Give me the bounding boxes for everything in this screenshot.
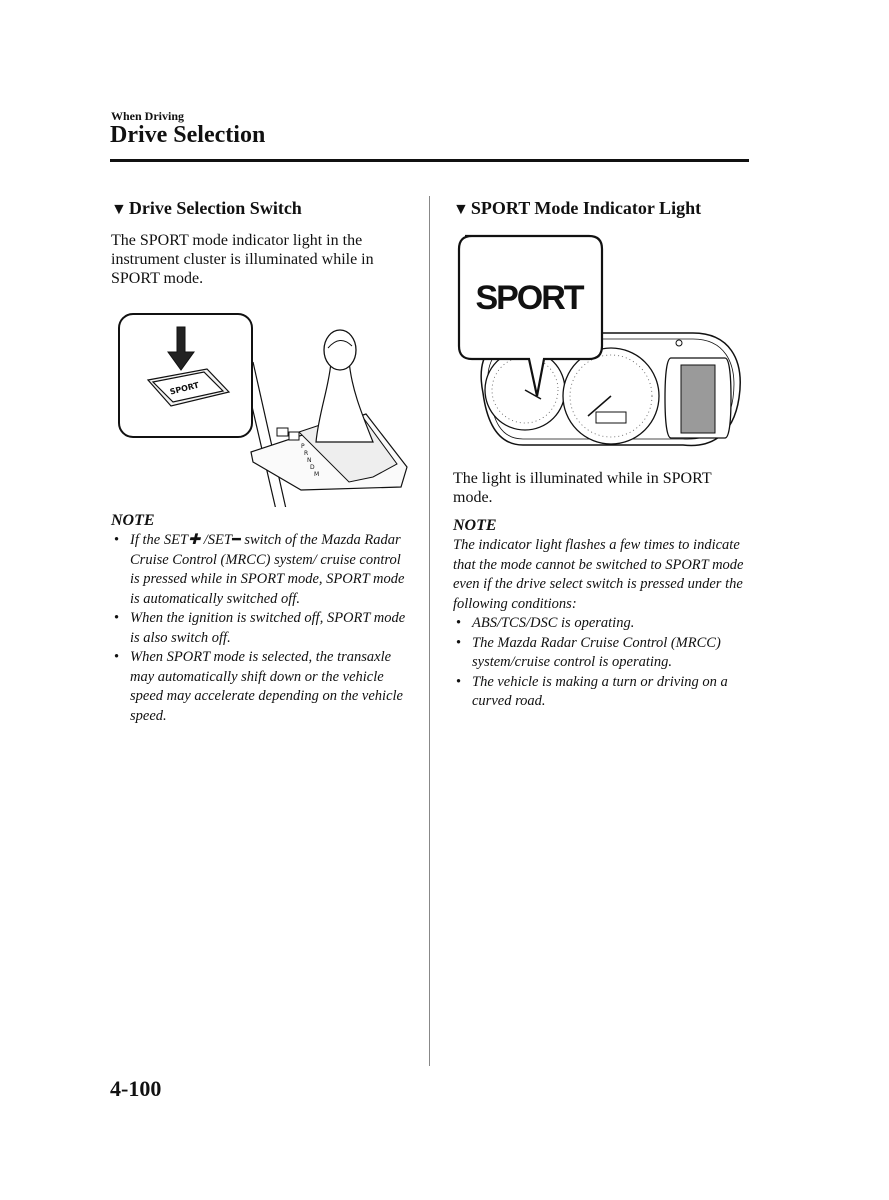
bullet-icon: •: [114, 649, 120, 665]
instrument-cluster-illustration: [453, 233, 753, 459]
bullet-icon: •: [114, 532, 120, 548]
heading-marker-icon: ▼: [111, 201, 127, 218]
sport-indicator-heading: ▼ SPORT Mode Indicator Light: [453, 198, 702, 218]
bullet-icon: •: [456, 634, 462, 651]
list-item: • The vehicle is making a turn or driving on a curved road.: [456, 673, 728, 709]
gate-label: D: [310, 464, 315, 471]
sport-indicator-label: SPORT: [475, 279, 583, 317]
page-number: 4-100: [110, 1076, 162, 1101]
drive-selection-intro: The SPORT mode indicator light in the instrument cluster is illuminated while in SPORT mode.: [111, 232, 374, 287]
gate-label: M: [314, 471, 320, 478]
list-item: • The Mazda Radar Cruise Control (MRCC) system/cruise control is operating.: [456, 634, 721, 670]
left-note-list: [111, 531, 411, 726]
bullet-icon: •: [456, 673, 462, 690]
warning-light: [676, 340, 682, 346]
right-note-text: The indicator light flashes a few times to indicate that the mode cannot be switched to SPORT mode even if the drive select switch is pressed under the following conditions:: [453, 537, 744, 612]
list-item: • If the SET✚ /SET━ switch of the Mazda Radar Cruise Control (MRCC) system/ cruise control is pressed while in SPORT mode, SPORT mode is automatically switched off.: [114, 532, 405, 607]
column-divider: [429, 196, 430, 1066]
list-item: • When the ignition is switched off, SPORT mode is also switch off.: [114, 610, 406, 646]
list-item: • When SPORT mode is selected, the transaxle may automatically shift down or the vehicle speed may accelerate depending on the vehicle speed.: [114, 649, 403, 724]
shift-lever-shaft: [316, 360, 373, 442]
page-title: Drive Selection: [110, 122, 266, 148]
gate-label: P: [301, 443, 305, 450]
header-rule: [110, 159, 749, 162]
gate-label: R: [304, 450, 309, 457]
left-note-title: NOTE: [111, 512, 155, 529]
section-label: When Driving: [111, 109, 185, 123]
sport-button-label: SPORT: [168, 380, 200, 397]
shift-lever-illustration: [111, 302, 411, 507]
bullet-icon: •: [456, 615, 462, 631]
gate-label: N: [307, 457, 312, 464]
left-column: [111, 197, 411, 726]
odometer-display: [596, 412, 626, 423]
right-note-list: [453, 614, 753, 712]
heading-marker-icon: ▼: [453, 201, 469, 218]
console-sport-switch: [277, 428, 288, 436]
right-column: [453, 197, 753, 712]
drive-selection-switch-heading: ▼ Drive Selection Switch: [111, 198, 302, 218]
shift-knob: [324, 330, 356, 370]
console-switch: [289, 432, 299, 440]
bullet-icon: •: [114, 610, 120, 626]
list-item: • ABS/TCS/DSC is operating.: [453, 614, 753, 634]
right-note-title: NOTE: [453, 517, 497, 534]
display-screen: [681, 365, 715, 433]
indicator-caption: The light is illuminated while in SPORT mode.: [453, 470, 712, 506]
